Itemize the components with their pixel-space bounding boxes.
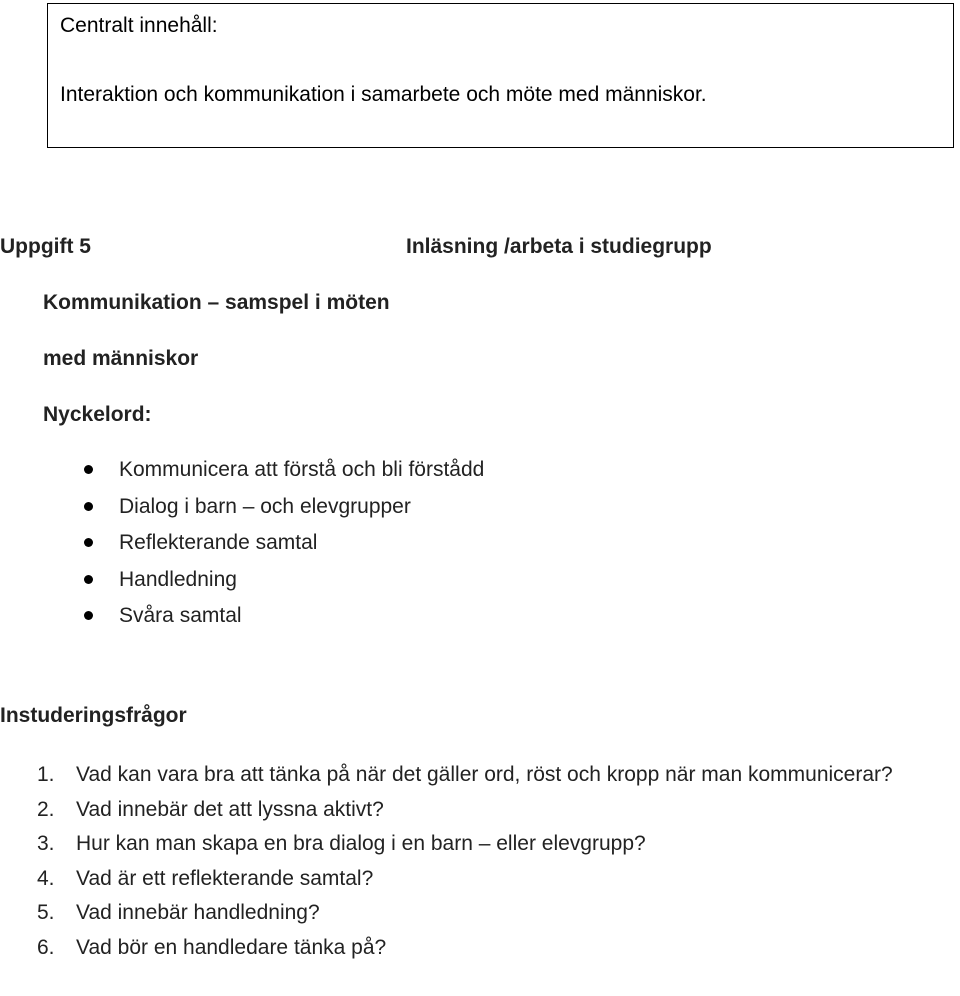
question-number: 2. <box>37 797 55 821</box>
keywords-heading: Nyckelord: <box>43 403 152 426</box>
keyword-text: Handledning <box>119 567 237 591</box>
task-title: Uppgift 5 <box>0 235 91 258</box>
keyword-text: Svåra samtal <box>119 604 242 627</box>
keyword-text: Dialog i barn – och elevgrupper <box>119 494 411 518</box>
question-list <box>37 758 917 965</box>
question-number: 6. <box>37 935 55 959</box>
question-text: Hur kan man skapa en bra dialog i en barn – eller elevgrupp? <box>76 832 646 855</box>
question-text: Vad kan vara bra att tänka på när det gäller ord, röst och kropp när man kommunicerar? <box>76 763 893 786</box>
bullet-icon <box>84 465 93 474</box>
question-number: 4. <box>37 866 55 890</box>
list-item <box>80 566 484 603</box>
questions-heading: Instuderingsfrågor <box>0 704 187 727</box>
keyword-list <box>80 456 484 639</box>
bullet-icon <box>84 502 93 511</box>
bullet-icon <box>84 575 93 584</box>
question-text: Vad innebär det att lyssna aktivt? <box>76 797 384 821</box>
question-text: Vad bör en handledare tänka på? <box>76 935 387 959</box>
question-number: 1. <box>37 763 55 786</box>
task-subtitle-line2: med människor <box>43 347 199 370</box>
task-mode: Inläsning /arbeta i studiegrupp <box>406 235 712 258</box>
central-content-label: Centralt innehåll: <box>60 14 218 37</box>
list-item <box>37 827 917 862</box>
list-item <box>37 758 917 793</box>
keyword-text: Kommunicera att förstå och bli förstådd <box>119 458 485 481</box>
list-item <box>80 493 484 530</box>
list-item <box>37 793 917 828</box>
question-text: Vad är ett reflekterande samtal? <box>76 866 374 890</box>
bullet-icon <box>84 538 93 547</box>
question-text: Vad innebär handledning? <box>76 901 320 924</box>
central-content-text: Interaktion och kommunikation i samarbete och möte med människor. <box>60 83 707 106</box>
task-subtitle-line1: Kommunikation – samspel i möten <box>43 291 390 314</box>
list-item <box>80 602 484 639</box>
central-content-box <box>47 3 954 148</box>
list-item <box>37 862 917 897</box>
list-item <box>37 931 917 966</box>
keyword-text: Reflekterande samtal <box>119 531 318 554</box>
list-item <box>80 529 484 566</box>
question-number: 5. <box>37 901 55 924</box>
bullet-icon <box>84 611 93 620</box>
list-item <box>80 456 484 493</box>
list-item <box>37 896 917 931</box>
question-number: 3. <box>37 832 55 855</box>
